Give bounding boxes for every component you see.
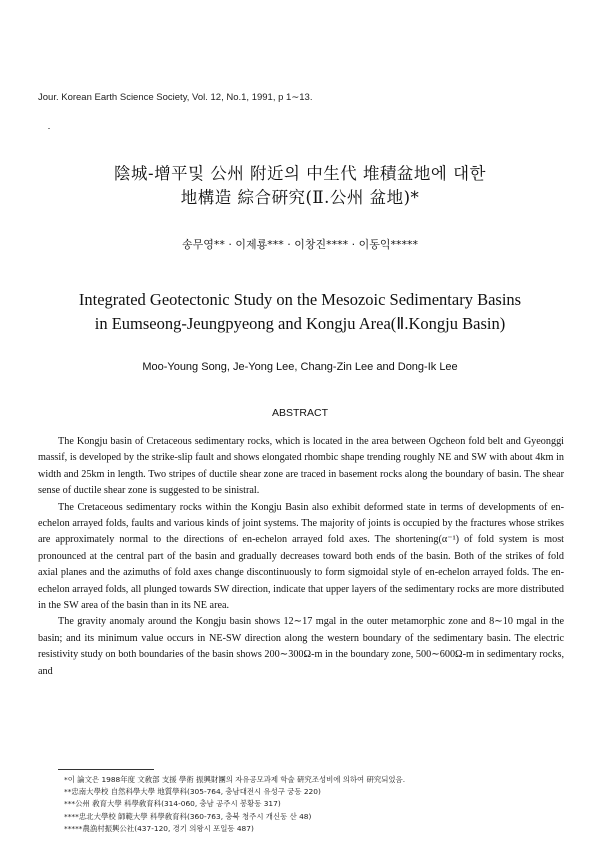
footnote-3: ***公州 敎育大學 科學敎育科(314-060, 충남 공주시 봉황동 317) bbox=[64, 799, 281, 809]
abstract-heading: ABSTRACT bbox=[271, 407, 328, 419]
korean-title-line-1: 陰城-增平및 公州 附近의 中生代 堆積盆地에 대한 bbox=[114, 164, 486, 183]
scan-speck bbox=[48, 128, 50, 129]
footnote-4: ****忠北大學校 師範大學 科學敎育科(360-763, 충북 청주시 개신동 산 48) bbox=[64, 811, 312, 821]
abstract-paragraph-3: The gravity anomaly around the Kongju basin shows 12∼17 mgal in the outer metamorphic zone and 8∼10 mgal in the basin; and its minimum value occurs in NE-SW direction along the western boundary of the sedimentary basin. The electric resistivity study on both boundaries of the basin shows 200∼300Ω-m in the boundary zone, 500∼600Ω-m in sedimentary rocks, and bbox=[38, 616, 564, 677]
english-title-line-1: Integrated Geotectonic Study on the Mesozoic Sedimentary Basins bbox=[78, 290, 522, 309]
korean-authors: 송무영** · 이제룡*** · 이창진**** · 이동익***** bbox=[182, 238, 418, 251]
abstract-paragraph-2: The Cretaceous sedimentary rocks within the Kongju Basin also exhibit deformed state in terms of developments of en-echelon arrayed folds, faults and various kinds of joint systems. The majority of joints is occupied by the fractures whose strikes are approximately normal to the directions of en-echelon arrayed fold axes. The shortening(α⁻¹) of fold system is most pronounced at the central part of the basin and gradually decreases toward both ends of the basin. Both of the strikes of fold axial planes and the azimuths of fold axes change discontinuously to form sigmoidal style of en-echelon arrayed folds. The en-echelon arrayed folds, all plunged towards SW direction, indicate that upper layers of the sedimentary rocks are more distributed in the SW area of the basin than in its NE area. bbox=[38, 501, 564, 612]
korean-title-line-2: 地構造 綜合硏究(Ⅱ.公州 盆地)* bbox=[180, 188, 420, 207]
abstract-body bbox=[38, 434, 564, 680]
footnotes bbox=[64, 774, 584, 835]
english-title-line-2: in Eumseong-Jeungpyeong and Kongju Area(Ⅱ.Kongju Basin) bbox=[94, 314, 506, 333]
footnote-divider bbox=[58, 769, 154, 770]
footnote-5: *****農漁村振興公社(437-120, 경기 의왕시 포일동 487) bbox=[64, 823, 254, 833]
english-authors: Moo-Young Song, Je-Yong Lee, Chang-Zin Lee and Dong-Ik Lee bbox=[142, 361, 458, 373]
footnote-2: **忠南大學校 自然科學大學 地質學科(305-764, 충남대전시 유성구 궁동 220) bbox=[64, 787, 321, 797]
footnote-1: *이 論文은 1988年度 文敎部 支援 學術 振興財團의 자유공모과제 학술 硏究조성비에 의하여 硏究되었음. bbox=[64, 775, 406, 784]
journal-citation: Jour. Korean Earth Science Society, Vol. 12, No.1, 1991, p 1∼13. bbox=[38, 92, 313, 103]
abstract-paragraph-1: The Kongju basin of Cretaceous sedimentary rocks, which is located in the area between Ogcheon fold belt and Gyeonggi massif, is developed by the strike-slip fault and shows elongated rhombic shape trending roughly NE and SW with about 4km in width and 25km in length. Two stripes of ductile shear zone are traced in basement rocks along the boundary of basin. The shear sense of ductile shear zone is suggested to be sinistral. bbox=[38, 436, 564, 497]
